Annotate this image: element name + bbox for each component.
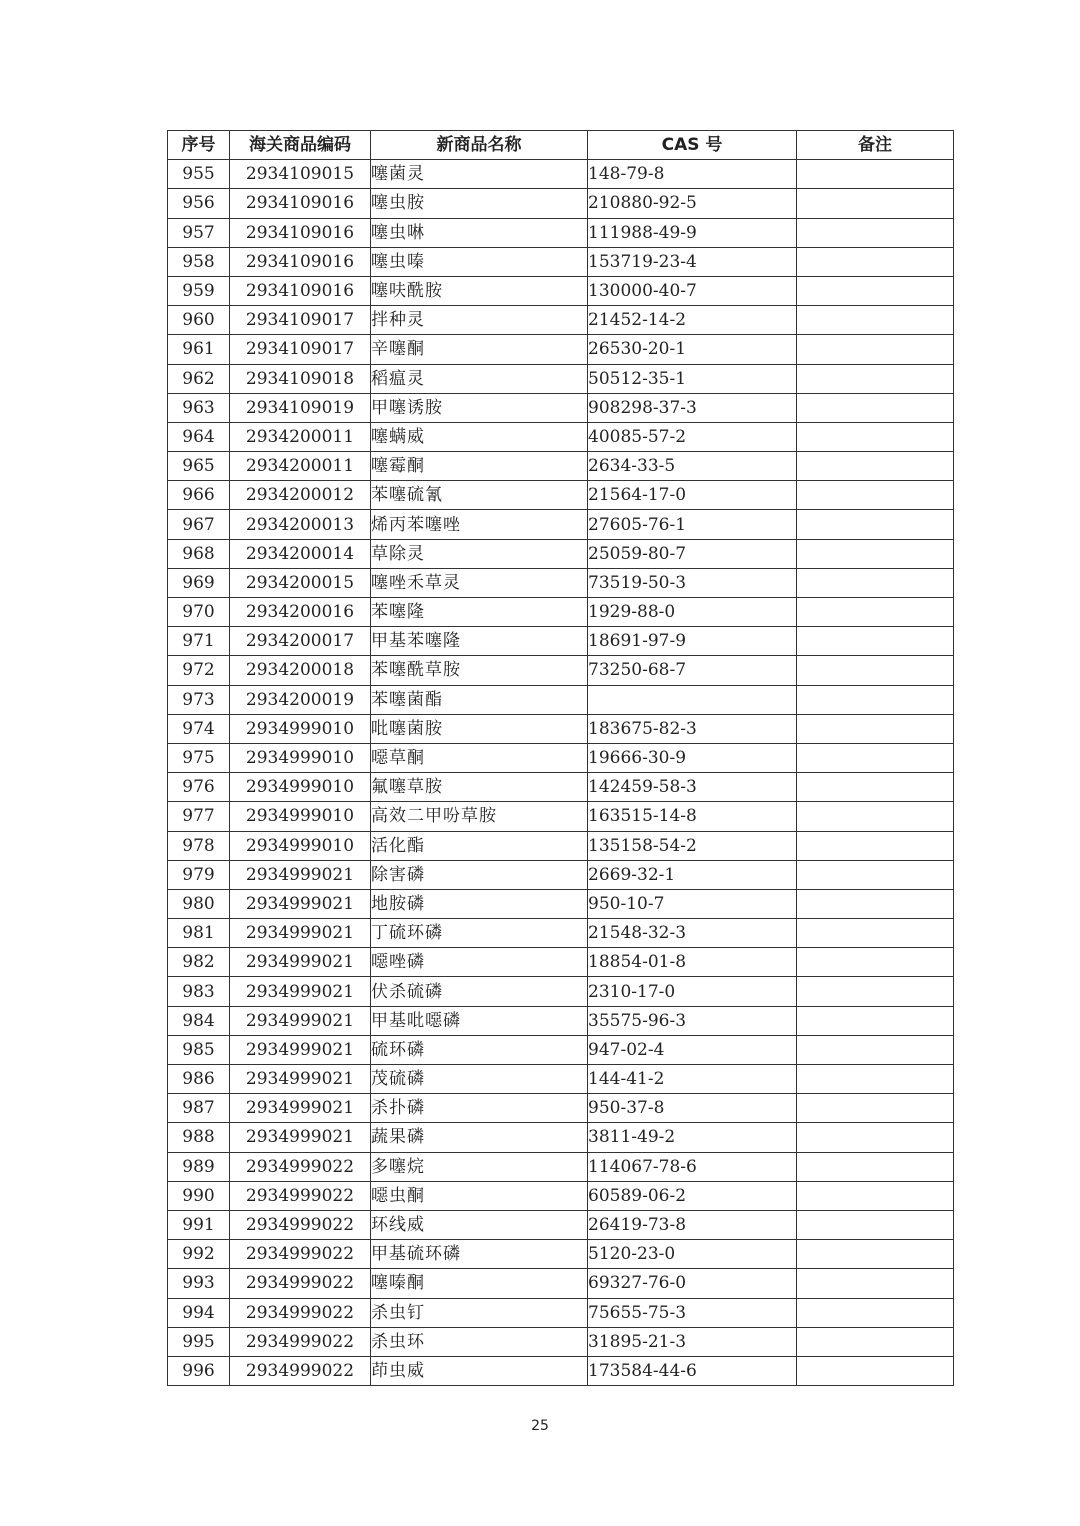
cell-seq: 992 [168,1240,230,1269]
cell-name: 苯噻酰草胺 [371,656,588,685]
cell-name: 噁虫酮 [371,1181,588,1210]
cell-name: 茂硫磷 [371,1065,588,1094]
table-body [168,160,954,1386]
cell-seq: 973 [168,685,230,714]
cell-code: 2934109018 [230,364,371,393]
cell-seq: 969 [168,568,230,597]
cell-name: 噻螨威 [371,422,588,451]
cell-code: 2934109016 [230,189,371,218]
header-name: 新商品名称 [371,131,588,160]
cell-name: 杀虫钉 [371,1298,588,1327]
cell-code: 2934999022 [230,1327,371,1356]
cell-name: 甲基吡噁磷 [371,1006,588,1035]
table-row [168,510,954,539]
cell-note [797,1298,954,1327]
cell-note [797,919,954,948]
table-row [168,306,954,335]
table-row [168,1181,954,1210]
cell-name: 噻虫胺 [371,189,588,218]
table-row [168,160,954,189]
cell-name: 活化酯 [371,831,588,860]
cell-name: 甲基苯噻隆 [371,627,588,656]
cell-name: 甲基硫环磷 [371,1240,588,1269]
cell-seq: 991 [168,1210,230,1239]
cell-name: 蔬果磷 [371,1123,588,1152]
table-row [168,919,954,948]
table-row [168,364,954,393]
table-row [168,773,954,802]
cell-name: 苯噻隆 [371,598,588,627]
cell-code: 2934109017 [230,306,371,335]
cell-cas: 908298-37-3 [588,393,797,422]
cell-name: 苯噻菌酯 [371,685,588,714]
cell-seq: 956 [168,189,230,218]
cell-note [797,1123,954,1152]
cell-cas: 27605-76-1 [588,510,797,539]
cell-cas: 18691-97-9 [588,627,797,656]
cell-cas: 60589-06-2 [588,1181,797,1210]
table-row [168,714,954,743]
cell-cas: 5120-23-0 [588,1240,797,1269]
cell-cas: 2669-32-1 [588,860,797,889]
cell-name: 噻霉酮 [371,452,588,481]
cell-cas: 950-10-7 [588,889,797,918]
table-row [168,422,954,451]
cell-cas: 75655-75-3 [588,1298,797,1327]
cell-seq: 980 [168,889,230,918]
table-row [168,481,954,510]
cell-note [797,860,954,889]
header-cas: CAS 号 [588,131,797,160]
cell-seq: 958 [168,247,230,276]
table-row [168,1240,954,1269]
cell-seq: 966 [168,481,230,510]
cell-note [797,743,954,772]
cell-seq: 996 [168,1356,230,1385]
cell-name: 噻唑禾草灵 [371,568,588,597]
cell-name: 噻菌灵 [371,160,588,189]
cell-cas: 111988-49-9 [588,218,797,247]
cell-note [797,1006,954,1035]
table-row [168,948,954,977]
table-row [168,1123,954,1152]
cell-cas: 130000-40-7 [588,276,797,305]
cell-cas: 114067-78-6 [588,1152,797,1181]
cell-name: 草除灵 [371,539,588,568]
cell-note [797,1240,954,1269]
cell-name: 稻瘟灵 [371,364,588,393]
goods-table [167,130,954,1386]
cell-cas: 183675-82-3 [588,714,797,743]
cell-name: 高效二甲吩草胺 [371,802,588,831]
cell-note [797,247,954,276]
cell-code: 2934200013 [230,510,371,539]
cell-code: 2934109016 [230,247,371,276]
cell-code: 2934999021 [230,1123,371,1152]
cell-cas: 73250-68-7 [588,656,797,685]
cell-seq: 976 [168,773,230,802]
cell-code: 2934109016 [230,218,371,247]
table-row [168,1298,954,1327]
cell-cas: 40085-57-2 [588,422,797,451]
cell-code: 2934999022 [230,1181,371,1210]
cell-seq: 984 [168,1006,230,1035]
cell-name: 杀扑磷 [371,1094,588,1123]
table-row [168,1006,954,1035]
header-seq: 序号 [168,131,230,160]
cell-name: 地胺磷 [371,889,588,918]
cell-code: 2934999021 [230,1035,371,1064]
cell-code: 2934200017 [230,627,371,656]
cell-cas: 26419-73-8 [588,1210,797,1239]
cell-name: 噻嗪酮 [371,1269,588,1298]
table-row [168,393,954,422]
cell-name: 硫环磷 [371,1035,588,1064]
table-row [168,189,954,218]
table-row [168,743,954,772]
cell-cas: 2634-33-5 [588,452,797,481]
cell-code: 2934999010 [230,802,371,831]
cell-note [797,452,954,481]
cell-note [797,189,954,218]
table-row [168,1065,954,1094]
table-row [168,802,954,831]
cell-cas: 163515-14-8 [588,802,797,831]
cell-name: 除害磷 [371,860,588,889]
cell-cas: 31895-21-3 [588,1327,797,1356]
cell-name: 烯丙苯噻唑 [371,510,588,539]
cell-note [797,335,954,364]
cell-seq: 985 [168,1035,230,1064]
cell-seq: 987 [168,1094,230,1123]
cell-cas: 3811-49-2 [588,1123,797,1152]
cell-seq: 988 [168,1123,230,1152]
cell-cas: 142459-58-3 [588,773,797,802]
table-row [168,889,954,918]
cell-code: 2934999010 [230,773,371,802]
cell-note [797,160,954,189]
table-row [168,831,954,860]
cell-name: 伏杀硫磷 [371,977,588,1006]
cell-code: 2934200012 [230,481,371,510]
table-row [168,539,954,568]
cell-seq: 964 [168,422,230,451]
cell-note [797,218,954,247]
cell-code: 2934999010 [230,831,371,860]
cell-cas: 1929-88-0 [588,598,797,627]
cell-note [797,977,954,1006]
cell-cas: 144-41-2 [588,1065,797,1094]
cell-note [797,773,954,802]
cell-seq: 955 [168,160,230,189]
table-row [168,247,954,276]
table-row [168,1269,954,1298]
cell-name: 丁硫环磷 [371,919,588,948]
cell-note [797,568,954,597]
cell-code: 2934999022 [230,1240,371,1269]
cell-seq: 974 [168,714,230,743]
cell-name: 噻呋酰胺 [371,276,588,305]
cell-code: 2934999021 [230,1094,371,1123]
cell-seq: 961 [168,335,230,364]
table-row [168,860,954,889]
cell-code: 2934999021 [230,889,371,918]
cell-code: 2934999022 [230,1356,371,1385]
table-row [168,977,954,1006]
cell-seq: 981 [168,919,230,948]
cell-code: 2934999021 [230,860,371,889]
cell-note [797,422,954,451]
cell-note [797,627,954,656]
cell-seq: 960 [168,306,230,335]
cell-note [797,714,954,743]
table-row [168,627,954,656]
cell-cas: 69327-76-0 [588,1269,797,1298]
cell-code: 2934999010 [230,743,371,772]
cell-seq: 994 [168,1298,230,1327]
cell-code: 2934200018 [230,656,371,685]
cell-note [797,364,954,393]
cell-note [797,539,954,568]
cell-note [797,1181,954,1210]
page-number: 25 [531,1418,549,1434]
cell-name: 噁唑磷 [371,948,588,977]
cell-note [797,1065,954,1094]
table-row [168,685,954,714]
cell-name: 环线威 [371,1210,588,1239]
table-row [168,656,954,685]
cell-cas: 173584-44-6 [588,1356,797,1385]
table-row [168,1356,954,1385]
cell-cas: 950-37-8 [588,1094,797,1123]
cell-code: 2934999010 [230,714,371,743]
table-row [168,452,954,481]
cell-seq: 957 [168,218,230,247]
cell-seq: 965 [168,452,230,481]
cell-note [797,802,954,831]
cell-seq: 979 [168,860,230,889]
cell-name: 苯噻硫氰 [371,481,588,510]
cell-note [797,393,954,422]
cell-note [797,1210,954,1239]
cell-name: 茚虫威 [371,1356,588,1385]
cell-seq: 993 [168,1269,230,1298]
cell-seq: 990 [168,1181,230,1210]
cell-cas: 947-02-4 [588,1035,797,1064]
cell-seq: 989 [168,1152,230,1181]
cell-note [797,481,954,510]
cell-name: 噁草酮 [371,743,588,772]
cell-code: 2934200011 [230,452,371,481]
cell-name: 噻虫啉 [371,218,588,247]
table-row [168,568,954,597]
cell-code: 2934999022 [230,1298,371,1327]
table-row [168,276,954,305]
cell-code: 2934999021 [230,948,371,977]
cell-code: 2934999022 [230,1269,371,1298]
cell-note [797,1152,954,1181]
cell-seq: 970 [168,598,230,627]
cell-cas: 26530-20-1 [588,335,797,364]
cell-seq: 995 [168,1327,230,1356]
cell-name: 氟噻草胺 [371,773,588,802]
table-row [168,218,954,247]
table-row [168,1210,954,1239]
cell-seq: 978 [168,831,230,860]
cell-code: 2934200016 [230,598,371,627]
cell-seq: 975 [168,743,230,772]
table-row [168,598,954,627]
cell-note [797,1356,954,1385]
cell-cas: 153719-23-4 [588,247,797,276]
cell-cas: 21548-32-3 [588,919,797,948]
cell-code: 2934999022 [230,1210,371,1239]
cell-cas: 21452-14-2 [588,306,797,335]
table-row [168,335,954,364]
cell-code: 2934200015 [230,568,371,597]
table-row [168,1152,954,1181]
cell-note [797,948,954,977]
cell-cas: 50512-35-1 [588,364,797,393]
cell-seq: 977 [168,802,230,831]
cell-note [797,831,954,860]
cell-cas: 210880-92-5 [588,189,797,218]
cell-code: 2934999021 [230,977,371,1006]
cell-code: 2934200014 [230,539,371,568]
cell-code: 2934109019 [230,393,371,422]
cell-note [797,276,954,305]
cell-seq: 971 [168,627,230,656]
cell-code: 2934109017 [230,335,371,364]
cell-seq: 962 [168,364,230,393]
cell-note [797,1035,954,1064]
cell-cas: 148-79-8 [588,160,797,189]
cell-name: 甲噻诱胺 [371,393,588,422]
cell-seq: 986 [168,1065,230,1094]
cell-code: 2934999021 [230,1006,371,1035]
cell-cas: 73519-50-3 [588,568,797,597]
cell-note [797,510,954,539]
cell-seq: 967 [168,510,230,539]
cell-note [797,1269,954,1298]
cell-seq: 963 [168,393,230,422]
table-row [168,1094,954,1123]
cell-cas: 21564-17-0 [588,481,797,510]
cell-code: 2934109015 [230,160,371,189]
cell-code: 2934999021 [230,919,371,948]
cell-note [797,598,954,627]
cell-name: 吡噻菌胺 [371,714,588,743]
cell-cas: 25059-80-7 [588,539,797,568]
cell-cas [588,685,797,714]
cell-code: 2934999022 [230,1152,371,1181]
cell-seq: 959 [168,276,230,305]
cell-name: 噻虫嗪 [371,247,588,276]
cell-cas: 19666-30-9 [588,743,797,772]
cell-code: 2934200011 [230,422,371,451]
cell-name: 多噻烷 [371,1152,588,1181]
cell-note [797,656,954,685]
cell-note [797,306,954,335]
cell-note [797,1327,954,1356]
cell-note [797,889,954,918]
header-code: 海关商品编码 [230,131,371,160]
cell-code: 2934200019 [230,685,371,714]
cell-seq: 983 [168,977,230,1006]
cell-name: 杀虫环 [371,1327,588,1356]
table-row [168,1035,954,1064]
cell-seq: 968 [168,539,230,568]
cell-code: 2934109016 [230,276,371,305]
cell-code: 2934999021 [230,1065,371,1094]
cell-seq: 982 [168,948,230,977]
cell-cas: 2310-17-0 [588,977,797,1006]
cell-name: 辛噻酮 [371,335,588,364]
table-row [168,1327,954,1356]
cell-note [797,1094,954,1123]
cell-cas: 135158-54-2 [588,831,797,860]
cell-seq: 972 [168,656,230,685]
cell-cas: 35575-96-3 [588,1006,797,1035]
cell-note [797,685,954,714]
cell-cas: 18854-01-8 [588,948,797,977]
table-header-row [168,131,954,160]
header-note: 备注 [797,131,954,160]
cell-name: 拌种灵 [371,306,588,335]
